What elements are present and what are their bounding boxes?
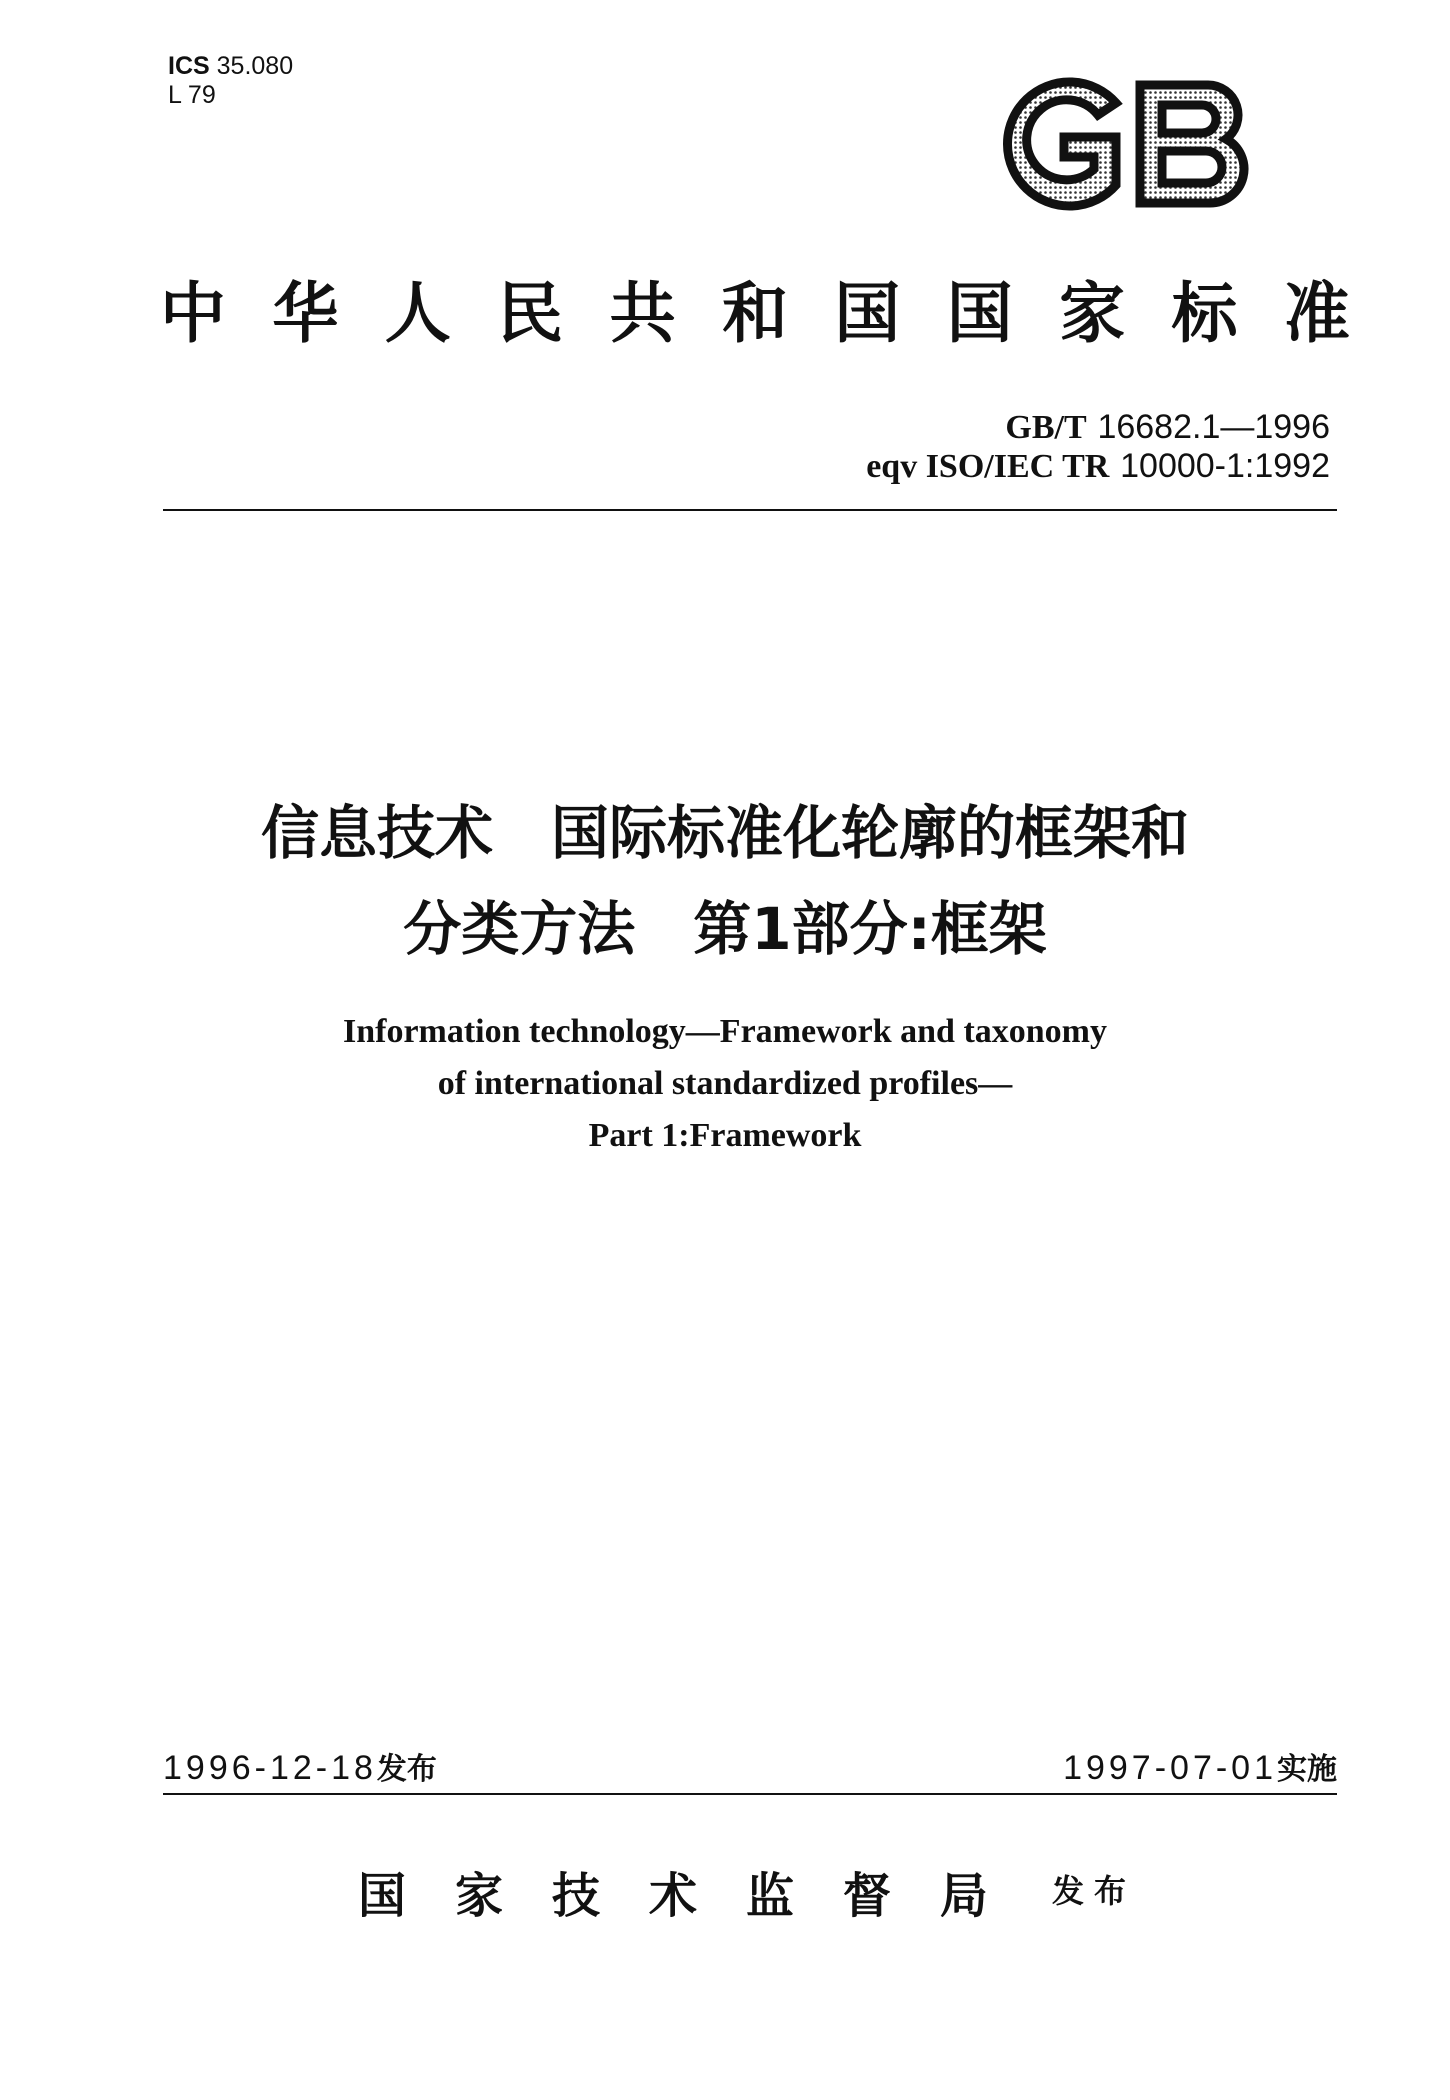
issued-label: 发布 <box>1052 1872 1137 1910</box>
effective-date: 1997-07-01 <box>1063 1749 1277 1787</box>
issuer-char: 国 <box>358 1867 407 1924</box>
standard-code: 16682.1—1996 <box>1097 408 1330 446</box>
title-char: 和 <box>721 274 788 352</box>
title-char: 标 <box>1171 274 1238 352</box>
chinese-title-line-1: 信息技术 国际标准化轮廓的框架和 <box>260 799 1189 867</box>
title-char: 中 <box>160 274 226 352</box>
standard-prefix: GB/T <box>1005 409 1087 446</box>
standard-number <box>866 408 1330 447</box>
title-char: 共 <box>609 274 676 352</box>
title-char: 华 <box>272 274 339 352</box>
dates-row <box>163 1744 1337 1788</box>
equivalent-code: 10000-1:1992 <box>1120 447 1330 485</box>
ics-line <box>168 52 293 81</box>
release-date-block <box>163 1744 437 1788</box>
ics-label: ICS <box>168 52 210 80</box>
national-standard-title <box>160 262 1350 352</box>
release-date: 1996-12-18 <box>163 1749 377 1787</box>
issuer-char: 督 <box>842 1867 891 1924</box>
title-char: 国 <box>834 274 901 352</box>
ics-code: 35.080 <box>216 52 294 80</box>
issuer-char: 家 <box>454 1867 503 1924</box>
footer-divider <box>163 1793 1337 1795</box>
chinese-title-line-2: 分类方法 第1部分:框架 <box>403 895 1047 963</box>
gb-logo <box>998 75 1258 213</box>
title-char: 民 <box>497 274 564 352</box>
issuer-name <box>358 1856 988 1926</box>
title-char: 家 <box>1059 274 1126 352</box>
english-title <box>0 1006 1450 1162</box>
equivalent-standard <box>866 447 1330 486</box>
release-label: 发布 <box>376 1752 437 1787</box>
issuer-char: 局 <box>939 1867 988 1924</box>
issuer-char: 监 <box>745 1867 794 1924</box>
english-title-line-3: Part 1:Framework <box>588 1117 862 1154</box>
classification-codes <box>168 52 293 110</box>
title-char: 国 <box>946 274 1013 352</box>
header-divider <box>163 509 1337 511</box>
title-char: 准 <box>1283 274 1350 352</box>
issuer-char: 技 <box>551 1867 600 1924</box>
class-code: L 79 <box>168 81 216 109</box>
standard-number-block <box>866 408 1330 486</box>
english-title-line-2: of international standardized profiles— <box>437 1065 1013 1102</box>
effective-date-block <box>1063 1744 1337 1788</box>
english-title-line-1: Information technology—Framework and taxonomy <box>342 1013 1108 1050</box>
title-char: 人 <box>384 274 451 352</box>
issuer-char: 术 <box>648 1867 697 1924</box>
equivalent-prefix: eqv ISO/IEC TR <box>866 448 1110 485</box>
effective-label: 实施 <box>1277 1752 1337 1787</box>
